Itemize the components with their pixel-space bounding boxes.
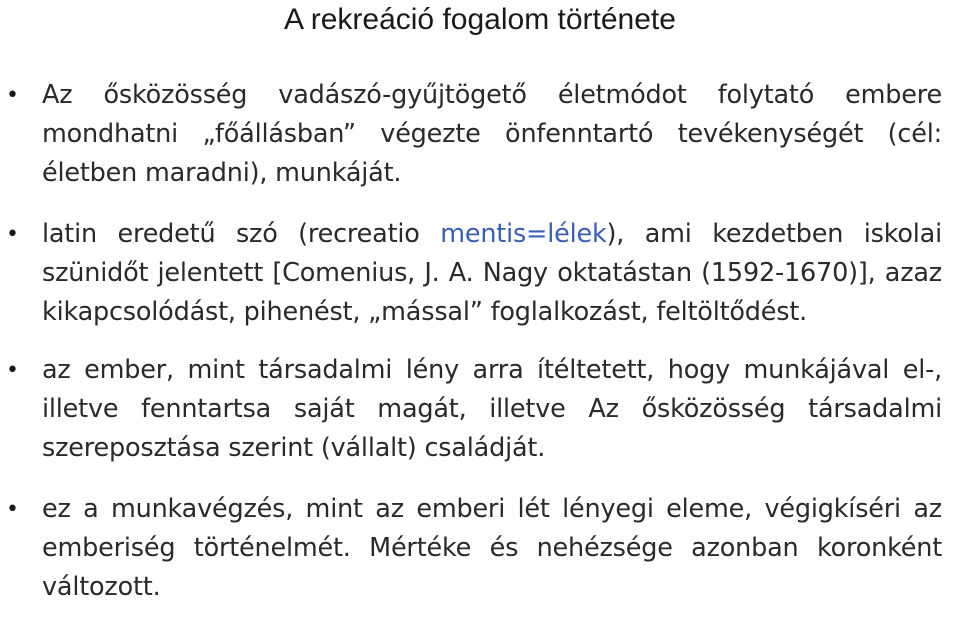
bullet-list [42, 76, 942, 607]
bullet-text-2-before: latin eredetű szó (recreatio [42, 219, 441, 249]
bullet-item-4 [42, 490, 942, 607]
highlighted-term: mentis=lélek [440, 219, 607, 249]
slide-title: A rekreáció fogalom története [284, 3, 676, 36]
bullet-text-4: ez a munkavégzés, mint az emberi lét lényegi eleme, végigkíséri az emberiség történelmét. Mértéke és nehézsége azonban koronként változott. [42, 494, 942, 602]
bullet-item-1 [42, 76, 942, 193]
bullet-text-3: az ember, mint társadalmi lény arra ítéltetett, hogy munkájával el-, illetve fenntartsa saját magát, illetve Az ősközösség társadalmi szereposztása szerint (vállalt) családját. [42, 355, 942, 463]
bullet-item-2 [42, 215, 942, 332]
bullet-text-2-after: ), ami kezdetben iskolai szünidőt jelentett [Comenius, J. A. Nagy oktatástan (1592-1670)], azaz kikapcsolódást, pihenést, „mással” foglalkozást, feltöltődést. [42, 219, 942, 327]
bullet-text-1: Az ősközösség vadászó-gyűjtögető életmódot folytató embere mondhatni „főállásban” végezte önfenntartó tevékenységét (cél: életben maradni), munkáját. [42, 80, 942, 188]
bullet-item-3 [42, 351, 942, 468]
